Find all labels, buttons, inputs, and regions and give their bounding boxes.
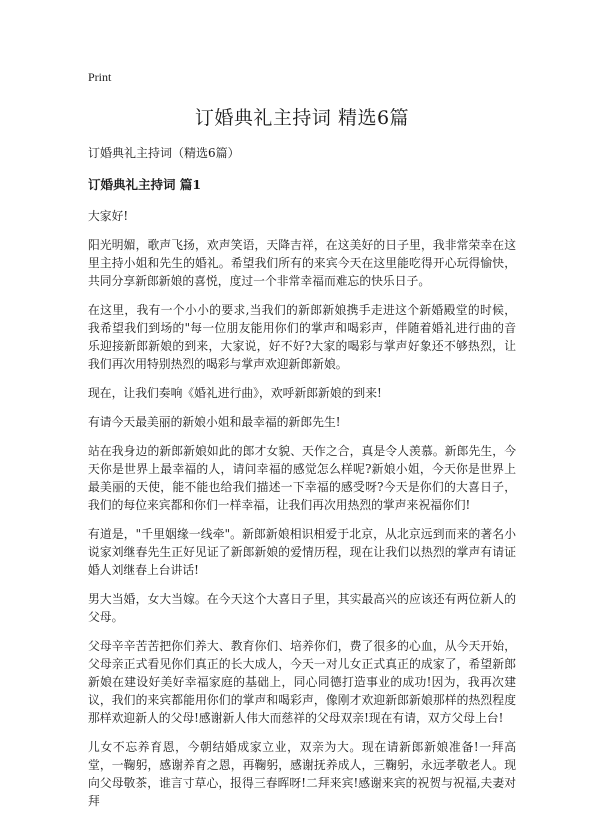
document-page [88,66,516,821]
paragraph-bows: 儿女不忘养育恩，今朝结婚成家立业，双亲为大。现在请新郎新娘准备!一拜高堂，一鞠躬，感谢养育之恩，再鞠躬，感谢抚养成人，三鞠躬，永远孝敬老人。现向父母敬茶，谁言寸草心，报得三春晖呀!二拜来宾!感谢来宾的祝贺与祝福,夫妻对拜 [88,740,516,808]
paragraph-parents-thanks: 父母辛辛苦苦把你们养大、教育你们、培养你们，费了很多的心血，从今天开始，父母亲正式看见你们真正的长大成人，今天一对儿女正式真正的成家了，希望新郎新娘在建设好美好幸福家庭的基础上，同心同德打造事业的成功!因为，我再次建议，我们的来宾都能用你们的掌声和喝彩声，像刚才欢迎新郎新娘那样的热烈程度那样欢迎新人的父母!感谢新人伟大而慈祥的父母双亲!现在有请，双方父母上台! [88,639,516,725]
paragraph-witness: 有道是，"千里姻缘一线牵"。新郎新娘相识相爱于北京，从北京远到而来的著名小说家刘继春先生正好见证了新郎新娘的爱情历程，现在让我们以热烈的掌声有请证婚人刘继春上台讲话! [88,527,516,577]
paragraph-invite-couple: 有请今天最美丽的新娘小姐和最幸福的新郎先生! [88,415,341,429]
document-title: 订婚典礼主持词 精选6篇 [194,107,410,129]
paragraph-wedding-march: 现在，让我们奏响《婚礼进行曲》，欢呼新郎新娘的到来! [88,386,382,400]
paragraph-request: 在这里，我有一个小小的要求,当我们的新郎新娘携手走进这个新婚殿堂的时候，我希望我们到场的"每一位朋友能用你们的掌声和喝彩声，伴随着婚礼进行曲的音乐迎接新郎新娘的到来，大家说，好不好?大家的喝彩与掌声好象还不够热烈，让我们再次用特别热烈的喝彩与掌声欢迎新郎新娘。 [88,303,516,371]
paragraph-parents-intro: 男大当婚，女大当嫁。在今天这个大喜日子里，其实最高兴的应该还有两位新人的父母。 [88,592,516,624]
document-subtitle: 订婚典礼主持词（精选6篇） [88,146,240,160]
paragraph-greeting: 大家好! [88,209,129,223]
print-link[interactable]: Print [88,70,112,84]
paragraph-opening: 阳光明媚，歌声飞扬，欢声笑语，天降吉祥，在这美好的日子里，我非常荣幸在这里主持小姐和先生的婚礼。希望我们所有的来宾今天在这里能吃得开心玩得愉快，共同分享新郎新娘的喜悦，度过一个非常幸福而难忘的快乐日子。 [88,238,516,288]
section-heading: 订婚典礼主持词 篇1 [88,177,202,192]
paragraph-couple-praise: 站在我身边的新郎新娘如此的郎才女貌、天作之合，真是令人羡慕。新郎先生，今天你是世界上最幸福的人，请问幸福的感觉怎么样呢?新娘小姐，今天你是世界上最美丽的天使，能不能也给我们描述一下幸福的感受呀?今天是你们的大喜日子，我们的每位来宾都和你们一样幸福，让我们再次用热烈的掌声来祝福你们! [88,444,516,512]
